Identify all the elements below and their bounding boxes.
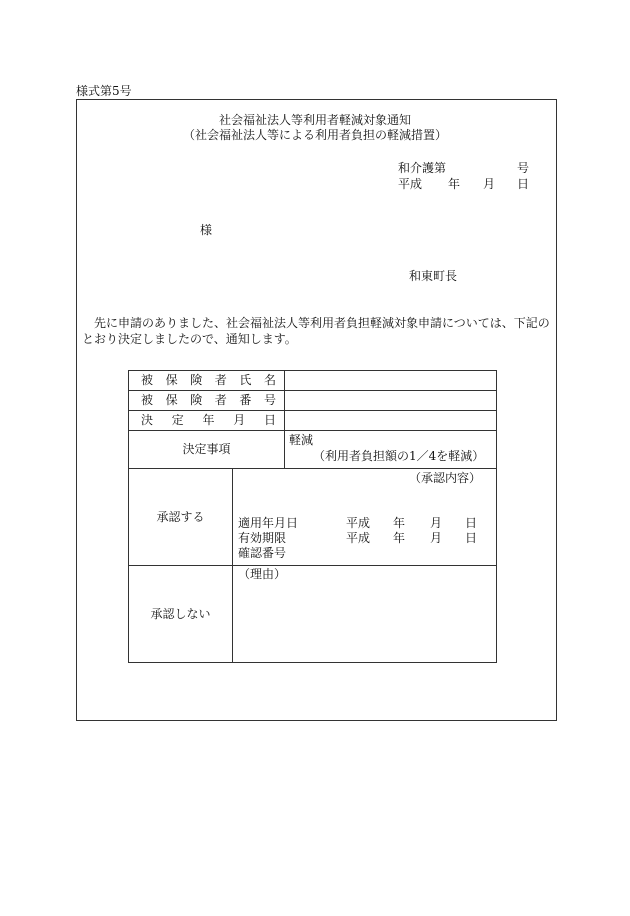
applicable-date-day: 日 [465,516,478,530]
date-month: 月 [483,177,496,191]
valid-period-year: 年 [393,531,406,545]
reject-label: 承認しない [129,566,233,663]
document-number-suffix: 号 [517,161,530,175]
decision-date-char: 定 [171,413,184,427]
applicable-date-year: 年 [393,516,406,530]
insured-number-char: 者 [214,393,227,407]
insured-name-field[interactable] [285,371,497,391]
date-era: 平成 [398,177,423,191]
date-year: 年 [448,177,461,191]
insured-name-char: 保 [165,373,178,387]
reason-cell [233,566,497,663]
valid-period-label: 有効期限 [238,531,287,545]
body-text: 先に申請のありました、社会福祉法人等利用者負担軽減対象申請については、下記のとおり決定しましたので、通知します。 [82,316,550,346]
insured-name-char: 者 [214,373,227,387]
insured-number-char: 保 [165,393,178,407]
applicable-date-era: 平成 [346,516,371,530]
document-title: 社会福祉法人等利用者軽減対象通知 [218,113,411,127]
approval-content-label: （承認内容） [409,471,482,485]
insured-number-label [129,391,285,411]
insured-name-char: 被 [141,373,154,387]
decision-date-label [129,411,285,431]
insured-number-char: 被 [141,393,154,407]
valid-period-month: 月 [430,531,443,545]
decision-date-char: 年 [202,413,215,427]
valid-period-day: 日 [465,531,478,545]
approval-content-cell [233,469,497,566]
table-row-decision-date [129,411,497,431]
document-number-label: 和介護第 [398,161,447,175]
document-subtitle: （社会福祉法人等による利用者負担の軽減措置） [182,128,447,142]
valid-period-era: 平成 [346,531,371,545]
table-row-insured-name [129,371,497,391]
insured-number-field[interactable] [285,391,497,411]
applicable-date-month: 月 [430,516,443,530]
table-row-reject [129,566,497,663]
decision-label: 決定事項 [129,431,285,469]
insured-number-char: 険 [190,393,203,407]
decision-date-char: 月 [233,413,246,427]
insured-name-char: 名 [263,373,276,387]
approve-label: 承認する [129,469,233,566]
decision-date-char: 決 [141,413,154,427]
decision-detail: （利用者負担額の1／4を軽減） [313,449,485,463]
decision-date-char: 日 [263,413,276,427]
issuer-name: 和東町長 [409,269,458,283]
decision-table [128,370,497,663]
decision-value-cell [285,431,497,469]
form-number: 様式第5号 [76,84,132,98]
reason-label: （理由） [238,567,287,581]
addressee-suffix: 様 [200,223,213,237]
table-row-decision [129,431,497,469]
table-row-insured-number [129,391,497,411]
confirmation-number-label: 確認番号 [238,546,287,560]
insured-number-char: 号 [263,393,276,407]
insured-name-char: 氏 [239,373,252,387]
insured-name-label [129,371,285,391]
insured-number-char: 番 [239,393,252,407]
insured-name-char: 険 [190,373,203,387]
date-day: 日 [517,177,530,191]
table-row-approve [129,469,497,566]
applicable-date-label: 適用年月日 [238,516,299,530]
decision-value: 軽減 [289,433,314,447]
decision-date-field[interactable] [285,411,497,431]
